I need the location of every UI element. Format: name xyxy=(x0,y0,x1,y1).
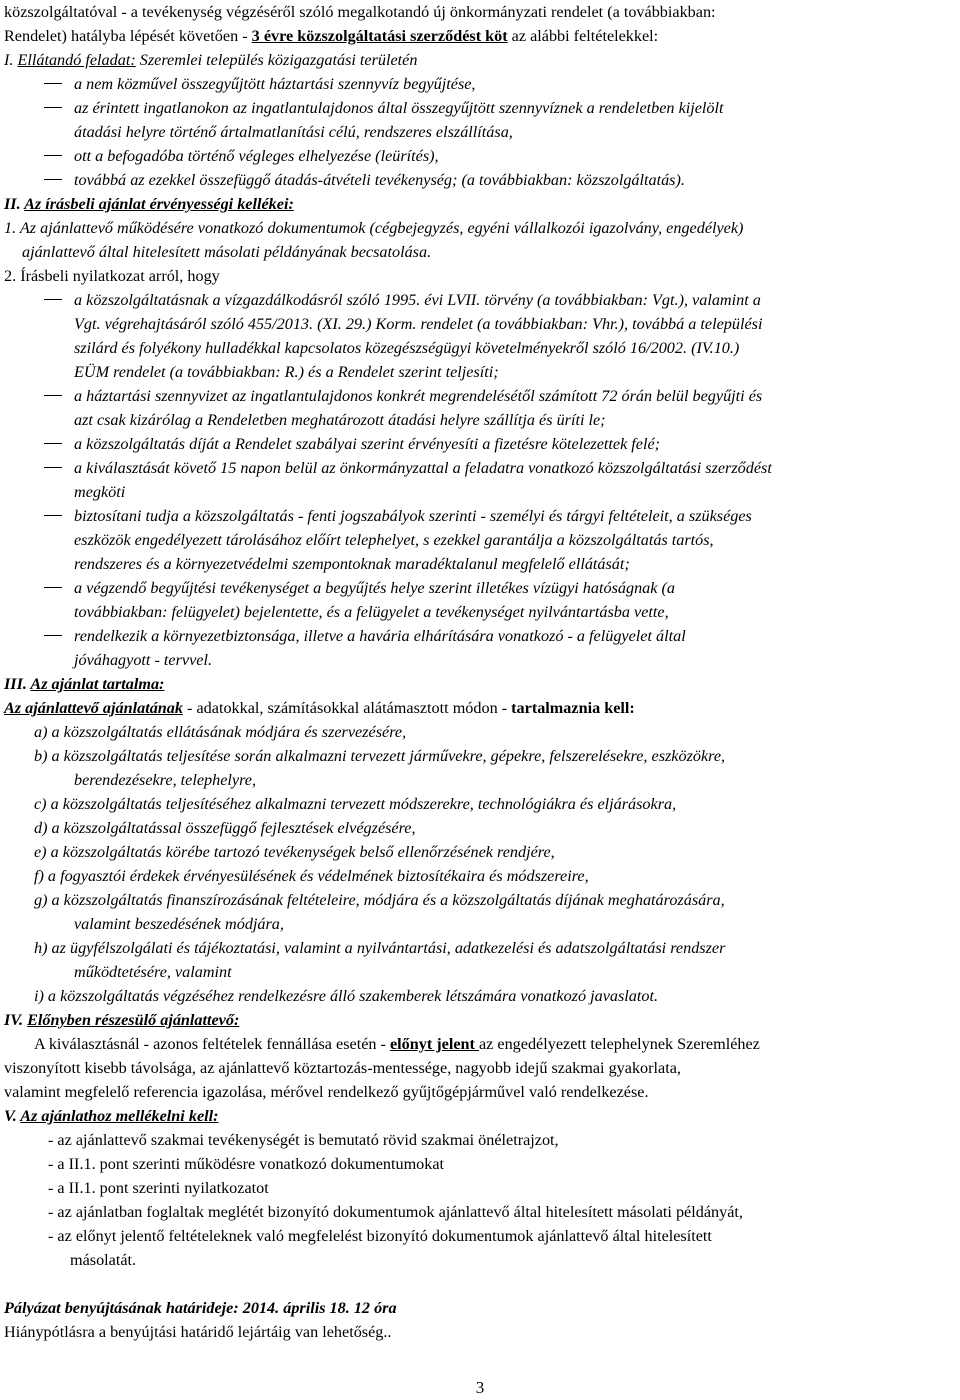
list-item: a kiválasztását követő 15 napon belül az önkormányzattal a feladatra vonatkozó közszolgáltatási szerződést xyxy=(4,456,956,480)
deadline-line: Pályázat benyújtásának határideje: 2014. április 18. 12 óra xyxy=(4,1299,397,1317)
list-item: h) az ügyfélszolgálati és tájékoztatási, valamint a nyilvántartási, adatkezelési és adatszolgáltatási rendszer xyxy=(34,939,726,957)
section-2-heading xyxy=(4,192,956,216)
list-item: a) a közszolgáltatás ellátásának módjára és szervezésére, xyxy=(34,723,407,741)
deadline-note: Hiánypótlásra a benyújtási határidő lejártáig van lehetőség.. xyxy=(4,1323,392,1341)
section-4-line-1: A kiválasztásnál - azonos feltételek fennállása esetén - előnyt jelent az engedélyezett telephelynek Szeremléhez xyxy=(34,1035,760,1053)
section-number: II. xyxy=(4,195,25,213)
list-item: biztosítani tudja a közszolgáltatás - fenti jogszabályok szerinti - személyi és tárgyi feltételeit, a szükséges xyxy=(4,504,956,528)
dash-icon xyxy=(44,467,62,468)
dash-icon xyxy=(44,107,62,108)
list-item: d) a közszolgáltatással összefüggő fejlesztések elvégzésére, xyxy=(34,819,416,837)
list-item: továbbá az ezekkel összefüggő átadás-átvételi tevékenység; (a továbbiakban: közszolgáltatás). xyxy=(4,168,956,192)
list-item: g) a közszolgáltatás finanszírozásának feltételeire, módjára és a közszolgáltatás díjának meghatározására, xyxy=(34,891,725,909)
list-item: b) a közszolgáltatás teljesítése során alkalmazni tervezett járművekre, gépekre, felszerelésekre, eszközökre, xyxy=(34,747,726,765)
list-item: ott a befogadóba történő végleges elhelyezése (leürítés), xyxy=(4,144,956,168)
intro-line-1: közszolgáltatóval - a tevékenység végzéséről szóló megalkotandó új önkormányzati rendelet (a továbbiakban: xyxy=(4,3,716,21)
list-item-continuation: jóváhagyott - tervvel. xyxy=(74,651,212,669)
list-item: - az előnyt jelentő feltételeknek való megfelelést bizonyító dokumentumok ajánlattevő által hitelesített xyxy=(48,1227,712,1245)
list-item-continuation: azt csak kizárólag a Rendeletben meghatározott átadási helyre szállítja és üríti le; xyxy=(74,411,606,429)
list-item-continuation: valamint beszedésének módjára, xyxy=(74,915,284,933)
section-4-line-2: viszonyított kisebb távolsága, az ajánlattevő köztartozás-mentessége, nagyobb idejű szakmai gyakorlata, xyxy=(4,1059,681,1077)
point-number: 1. xyxy=(4,219,20,237)
list-item: a közszolgáltatásnak a vízgazdálkodásról szóló 1995. évi LVII. törvény (a továbbiakban: Vgt.), valamint a xyxy=(4,288,956,312)
section-2-point-2: 2. Írásbeli nyilatkozat arról, hogy xyxy=(4,267,220,285)
section-1-list xyxy=(4,72,956,192)
list-item-continuation: eszközök engedélyezett tárolásához előírt telephelyet, s ezekkel garantálja a közszolgáltatás tartós, xyxy=(74,531,714,549)
section-heading-rest: Szeremlei település közigazgatási területén xyxy=(135,51,418,69)
list-item-continuation: továbbiakban: felügyelet) bejelentette, és a felügyelet a tevékenységet nyilvántartásba vette, xyxy=(74,603,669,621)
list-item: a nem közművel összegyűjtött háztartási szennyvíz begyűjtése, xyxy=(4,72,956,96)
section-1-heading xyxy=(4,48,956,72)
list-item: rendelkezik a környezetbiztonsága, illetve a havária elhárítására vonatkozó - a felügyelet által xyxy=(4,624,956,648)
dash-icon xyxy=(44,515,62,516)
dash-icon xyxy=(44,179,62,180)
section-label: Az ajánlathoz mellékelni kell: xyxy=(20,1107,219,1125)
list-item: a végzendő begyűjtési tevékenységet a begyűjtés helye szerint illetékes vízügyi hatóságnak (a xyxy=(4,576,956,600)
section-label: Az írásbeli ajánlat érvényességi kellékei: xyxy=(24,195,294,213)
list-item-continuation: Vgt. végrehajtásáról szóló 455/2013. (XI. 29.) Korm. rendelet (a továbbiakban: Vhr.), továbbá a települési xyxy=(74,315,763,333)
dash-icon xyxy=(44,635,62,636)
page-number: 3 xyxy=(475,1378,485,1397)
list-item-continuation: megköti xyxy=(74,483,126,501)
list-item: a háztartási szennyvizet az ingatlantulajdonos konkrét megrendelésétől számított 72 órán belül begyűjti és xyxy=(4,384,956,408)
intro-line-2 xyxy=(4,24,956,48)
list-item: - az ajánlatban foglaltak meglétét bizonyító dokumentumok ajánlattevő által hitelesített másolati példányát, xyxy=(48,1203,743,1221)
section-4-line-3: valamint megfelelő referencia igazolása, mérővel rendelkező gyűjtőgépjárművel való rendelkezése. xyxy=(4,1083,649,1101)
list-item-continuation: működtetésére, valamint xyxy=(74,963,232,981)
list-item: az érintett ingatlanokon az ingatlantulajdonos által összegyűjtött szennyvíznek a rendeletben kijelölt xyxy=(4,96,956,120)
section-2-point-1: 1. Az ajánlattevő működésére vonatkozó dokumentumok (cégbejegyzés, egyéni vállalkozói igazolvány, engedélyek) xyxy=(4,219,744,237)
list-item-continuation: átadási helyre történő ártalmatlanítási célú, rendszeres elszállítása, xyxy=(74,123,513,141)
dash-icon xyxy=(44,83,62,84)
dash-icon xyxy=(44,587,62,588)
section-3-lead: Az ajánlattevő ajánlatának - adatokkal, számításokkal alátámasztott módon - tartalmaznia kell: xyxy=(4,699,635,717)
intro-bold-term: 3 évre közszolgáltatási szerződést köt xyxy=(251,27,508,45)
section-label: Ellátandó feladat: xyxy=(17,51,136,69)
list-item: - az ajánlattevő szakmai tevékenységét is bemutató rövid szakmai önéletrajzot, xyxy=(48,1131,559,1149)
section-3-heading xyxy=(4,672,956,696)
section-label: Előnyben részesülő ajánlattevő: xyxy=(27,1011,240,1029)
section-2-list xyxy=(4,288,956,672)
section-number: IV. xyxy=(4,1011,28,1029)
spacer xyxy=(4,1272,956,1296)
dash-icon xyxy=(44,443,62,444)
section-number: III. xyxy=(4,675,31,693)
dash-icon xyxy=(44,299,62,300)
section-4-heading xyxy=(4,1008,956,1032)
intro-text-end: az alábbi feltételekkel: xyxy=(507,27,659,45)
section-3-list xyxy=(4,720,956,1008)
point-number: 2. xyxy=(4,267,21,285)
list-item-continuation: EÜM rendelet (a továbbiakban: R.) és a Rendelet szerint teljesíti; xyxy=(74,363,499,381)
dash-icon xyxy=(44,395,62,396)
list-item-continuation: berendezésekre, telephelyre, xyxy=(74,771,257,789)
section-number: I. xyxy=(4,51,18,69)
section-label: Az ajánlat tartalma: xyxy=(30,675,165,693)
list-item: f) a fogyasztói érdekek érvényesülésének és védelmének biztosítékaira és módszereire, xyxy=(34,867,589,885)
dash-icon xyxy=(44,155,62,156)
list-item: a közszolgáltatás díját a Rendelet szabályai szerint érvényesíti a fizetésre kötelezettek felé; xyxy=(4,432,956,456)
intro-text: Rendelet) hatályba lépését követően - xyxy=(4,27,252,45)
list-item: i) a közszolgáltatás végzéséhez rendelkezésre álló szakemberek létszámára vonatkozó javaslatot. xyxy=(34,987,658,1005)
list-item: e) a közszolgáltatás körébe tartozó tevékenységek belső ellenőrzésének rendjére, xyxy=(34,843,555,861)
list-item-continuation: másolatát. xyxy=(70,1251,137,1269)
section-2-point-1-continuation: ajánlattevő által hitelesített másolati példányának becsatolása. xyxy=(22,243,432,261)
section-number: V. xyxy=(4,1107,21,1125)
list-item-continuation: szilárd és folyékony hulladékkal kapcsolatos közegészségügyi követelményekről szóló 16/2002. (IV.10.) xyxy=(74,339,740,357)
list-item: - a II.1. pont szerinti nyilatkozatot xyxy=(48,1179,269,1197)
list-item: c) a közszolgáltatás teljesítéséhez alkalmazni tervezett módszerekre, technológiákra és eljárásokra, xyxy=(34,795,677,813)
list-item: - a II.1. pont szerinti működésre vonatkozó dokumentumokat xyxy=(48,1155,445,1173)
list-item-continuation: rendszeres és a környezetvédelmi szempontoknak maradéktalanul megfelelő ellátását; xyxy=(74,555,630,573)
section-5-list xyxy=(4,1128,956,1272)
section-5-heading xyxy=(4,1104,956,1128)
